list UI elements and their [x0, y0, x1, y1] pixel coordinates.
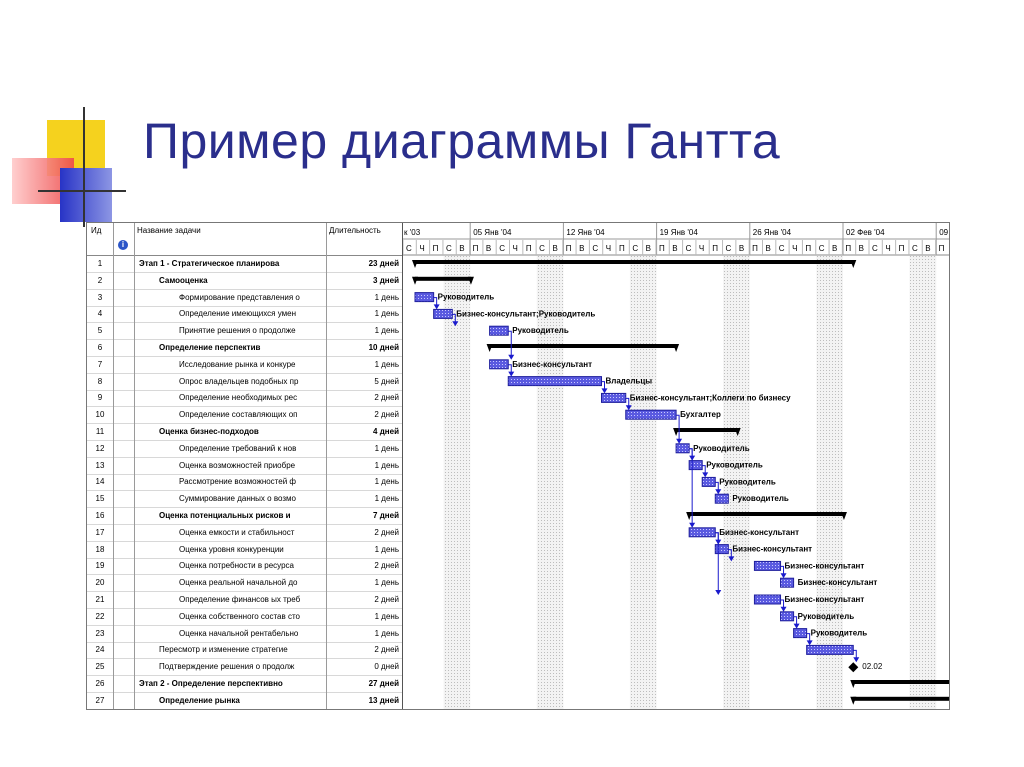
week-label: к '03: [404, 228, 421, 237]
column-divider: [134, 223, 135, 709]
day-label: С: [499, 244, 505, 253]
task-name: Оценка емкости и стабильност: [179, 527, 295, 537]
deco-horizontal-line: [38, 190, 126, 192]
task-name: Пересмотр и изменение стратегие: [159, 645, 288, 655]
resource-label: Бизнес-консультант;Коллеги по бизнесу: [629, 393, 791, 403]
summary-bar: [689, 512, 844, 516]
dependency-arrowhead: [807, 640, 813, 645]
milestone-label: 02.02: [862, 662, 883, 672]
dependency-arrowhead: [781, 607, 787, 612]
deco-vertical-line: [83, 107, 85, 227]
task-bar: [434, 309, 453, 318]
day-label: В: [672, 244, 678, 253]
day-label: П: [658, 244, 665, 253]
week-label: 02 Фев '04: [846, 228, 885, 237]
day-label: П: [712, 244, 718, 253]
task-name: Рассмотрение возможностей ф: [179, 477, 296, 487]
day-label: В: [925, 244, 931, 253]
task-name: Суммирование данных о возмо: [179, 494, 296, 504]
task-duration: 1 день: [374, 326, 399, 336]
dependency-arrowhead: [794, 624, 800, 629]
column-divider: [113, 223, 114, 709]
day-label: В: [579, 244, 585, 253]
resource-label: Владельцы: [605, 376, 653, 386]
day-label: В: [645, 244, 652, 253]
task-name: Оценка собственного состав сто: [179, 611, 300, 621]
task-duration: 2 дней: [374, 645, 399, 655]
task-duration: 2 дней: [374, 410, 399, 420]
info-icon[interactable]: i: [118, 240, 128, 250]
task-bar: [715, 494, 728, 503]
task-duration: 2 дней: [374, 595, 399, 604]
day-label: С: [539, 244, 545, 253]
task-id: 20: [95, 578, 105, 588]
task-bar: [754, 561, 780, 570]
day-label: Ч: [698, 244, 705, 253]
resource-label: Бизнес-консультант: [719, 527, 800, 537]
task-name: Оценка потенциальных рисков и: [159, 511, 291, 520]
task-bar: [807, 645, 854, 654]
task-id: 23: [95, 628, 105, 638]
task-name: Подтверждение решения о продолж: [159, 662, 295, 672]
weekend-shading: [910, 256, 937, 709]
weekend-shading: [444, 256, 471, 709]
dependency-arrowhead: [676, 439, 682, 444]
task-id: 19: [95, 561, 105, 571]
summary-bar: [853, 697, 949, 701]
resource-label: Руководитель: [693, 443, 750, 453]
resource-label: Бизнес-консультант;Руководитель: [456, 309, 596, 319]
task-id: 5: [97, 326, 103, 336]
task-id: 17: [95, 527, 105, 537]
resource-label: Руководитель: [797, 611, 855, 621]
summary-bar: [490, 344, 676, 348]
day-label: П: [432, 244, 439, 253]
day-label: С: [818, 244, 825, 253]
task-id: 18: [95, 544, 105, 554]
task-id: 9: [97, 393, 103, 403]
task-duration: 1 день: [374, 443, 399, 453]
task-name: Определение необходимых рес: [179, 393, 298, 403]
day-label: П: [845, 244, 852, 253]
task-name: Принятие решения о продолже: [179, 326, 296, 336]
task-bar: [676, 444, 689, 453]
dependency-arrowhead: [702, 472, 708, 477]
resource-label: Бизнес-консультант: [732, 544, 813, 554]
weekend-shading: [816, 256, 843, 709]
task-duration: 1 день: [374, 611, 399, 621]
task-id: 3: [97, 292, 103, 302]
resource-label: Руководитель: [706, 460, 763, 470]
day-label: П: [619, 244, 625, 253]
resource-label: Руководитель: [719, 477, 776, 487]
task-id: 25: [95, 662, 105, 672]
dependency-arrowhead: [602, 388, 608, 393]
day-label: П: [525, 244, 532, 253]
resource-label: Руководитель: [512, 326, 569, 336]
task-bar: [794, 629, 807, 638]
resource-label: Руководитель: [437, 292, 495, 302]
task-name: Определение требований к нов: [179, 443, 297, 453]
day-label: В: [459, 244, 465, 253]
task-id: 4: [97, 309, 103, 319]
day-label: С: [632, 244, 639, 253]
resource-label: Бизнес-консультант: [797, 578, 878, 588]
task-id: 14: [95, 477, 105, 487]
day-label: С: [911, 244, 918, 253]
task-duration: 0 дней: [374, 662, 399, 672]
task-bar: [602, 393, 626, 402]
task-bar: [626, 410, 676, 419]
task-duration: 1 день: [374, 628, 399, 638]
task-name: Этап 2 - Определение перспективно: [139, 679, 283, 688]
day-label: П: [472, 244, 479, 253]
week-label: 09: [939, 228, 949, 237]
task-id: 6: [97, 343, 103, 352]
task-name: Опрос владельцев подобных пр: [179, 376, 299, 386]
task-duration: 1 день: [374, 578, 399, 588]
dependency-arrowhead: [508, 372, 514, 377]
task-duration: 10 дней: [368, 343, 399, 352]
summary-bar: [415, 277, 471, 281]
task-bar: [781, 612, 794, 621]
summary-bar: [853, 680, 949, 684]
day-label: В: [832, 244, 838, 253]
week-label: 26 Янв '04: [752, 228, 792, 237]
resource-label: Бухгалтер: [680, 410, 721, 420]
task-id: 1: [97, 259, 103, 268]
task-duration: 3 дней: [373, 275, 399, 285]
dependency-arrowhead: [689, 523, 695, 528]
week-label: 05 Янв '04: [473, 228, 512, 237]
task-name: Оценка реальной начальной до: [179, 578, 298, 588]
task-name: Определение перспектив: [159, 343, 261, 352]
task-id: 11: [95, 427, 105, 436]
task-duration: 1 день: [374, 494, 399, 504]
task-bar: [508, 377, 601, 386]
task-bar: [490, 326, 509, 335]
summary-bar: [676, 428, 738, 432]
day-label: С: [872, 244, 878, 253]
task-duration: 1 день: [374, 309, 399, 319]
summary-bar: [415, 260, 853, 264]
day-label: Ч: [605, 244, 612, 253]
day-label: П: [938, 244, 945, 253]
task-bar: [689, 461, 702, 470]
task-bar: [702, 477, 715, 486]
day-label: С: [406, 244, 412, 253]
deco-blue-square: [60, 168, 112, 222]
task-id: 10: [95, 410, 105, 420]
task-id: 12: [95, 443, 105, 453]
day-label: С: [592, 244, 599, 253]
day-label: В: [765, 244, 771, 253]
column-divider: [326, 223, 327, 709]
resource-label: Руководитель: [810, 628, 868, 638]
task-id: 8: [97, 376, 103, 386]
task-name: Определение составляющих оп: [179, 410, 298, 420]
task-name: Оценка возможностей приобре: [179, 460, 296, 470]
day-label: С: [725, 244, 732, 253]
day-label: П: [752, 244, 758, 253]
task-duration: 2 дней: [374, 561, 399, 571]
task-id: 13: [95, 460, 105, 470]
task-name: Формирование представления о: [179, 292, 300, 302]
week-label: 19 Янв '04: [659, 228, 698, 237]
day-label: В: [485, 244, 492, 253]
day-label: В: [858, 244, 865, 253]
day-label: С: [778, 244, 785, 253]
task-duration: 1 день: [374, 477, 399, 487]
task-duration: 27 дней: [368, 679, 399, 688]
task-duration: 5 дней: [374, 376, 399, 386]
task-name: Оценка начальной рентабельно: [179, 628, 299, 638]
column-header-id: Ид: [91, 226, 102, 235]
task-id: 22: [95, 611, 105, 621]
task-duration: 7 дней: [373, 511, 399, 520]
task-id: 7: [97, 359, 103, 369]
day-label: Ч: [885, 244, 891, 253]
dependency-arrowhead: [434, 304, 440, 309]
task-name: Исследование рынка и конкуре: [179, 359, 296, 369]
task-id: 24: [95, 645, 105, 655]
task-bar: [715, 545, 728, 554]
slide-title: Пример диаграммы Гантта: [143, 113, 781, 169]
task-id: 21: [95, 595, 105, 604]
task-name: Оценка бизнес-подходов: [159, 427, 259, 436]
dependency-arrowhead: [853, 657, 859, 662]
day-label: Ч: [512, 244, 518, 253]
day-label: В: [552, 244, 558, 253]
day-label: Ч: [419, 244, 425, 253]
weekend-shading: [630, 256, 657, 709]
resource-label: Руководитель: [732, 494, 789, 504]
dependency-arrowhead: [715, 590, 721, 595]
task-duration: 1 день: [374, 544, 399, 554]
gantt-chart-frame: [86, 222, 950, 710]
task-name: Определение имеющихся умен: [179, 309, 297, 319]
task-duration: 2 дней: [374, 393, 399, 403]
task-duration: 13 дней: [368, 695, 399, 705]
task-bar: [689, 528, 715, 537]
task-name: Самооценка: [159, 275, 208, 285]
task-duration: 2 дней: [374, 527, 399, 537]
day-label: Ч: [792, 244, 798, 253]
task-duration: 23 дней: [368, 259, 399, 268]
resource-label: Бизнес-консультант: [784, 561, 865, 571]
task-duration: 1 день: [374, 292, 399, 302]
task-id: 27: [95, 695, 105, 705]
day-label: С: [685, 244, 692, 253]
day-label: П: [565, 244, 572, 253]
task-name: Определение рынка: [159, 695, 240, 705]
task-name: Оценка уровня конкуренции: [179, 544, 284, 554]
task-id: 26: [95, 679, 105, 688]
day-label: В: [738, 244, 745, 253]
day-label: С: [445, 244, 452, 253]
day-label: П: [805, 244, 812, 253]
task-id: 2: [97, 275, 103, 285]
gantt-timeline: [403, 223, 949, 709]
task-bar: [754, 595, 780, 604]
week-label: 12 Янв '04: [566, 228, 605, 237]
resource-label: Бизнес-консультант: [784, 595, 865, 604]
milestone-marker: [848, 662, 858, 672]
task-bar: [415, 293, 434, 302]
column-header-name: Название задачи: [137, 226, 201, 235]
column-header-duration: Длительность: [329, 226, 381, 235]
task-id: 16: [95, 511, 105, 520]
task-duration: 1 день: [374, 460, 399, 470]
task-id: 15: [95, 494, 105, 504]
task-name: Этап 1 - Стратегическое планирова: [139, 259, 280, 268]
dependency-arrowhead: [781, 573, 787, 578]
resource-label: Бизнес-консультант: [512, 359, 593, 369]
dependency-arrowhead: [715, 489, 721, 494]
task-bar: [490, 360, 509, 369]
task-bar: [781, 578, 794, 587]
task-duration: 4 дней: [373, 427, 399, 436]
task-name: Оценка потребности в ресурса: [179, 561, 294, 571]
day-label: П: [898, 244, 905, 253]
weekend-shading: [537, 256, 564, 709]
task-name: Определение финансов ых треб: [179, 595, 301, 604]
task-duration: 1 день: [374, 359, 399, 369]
